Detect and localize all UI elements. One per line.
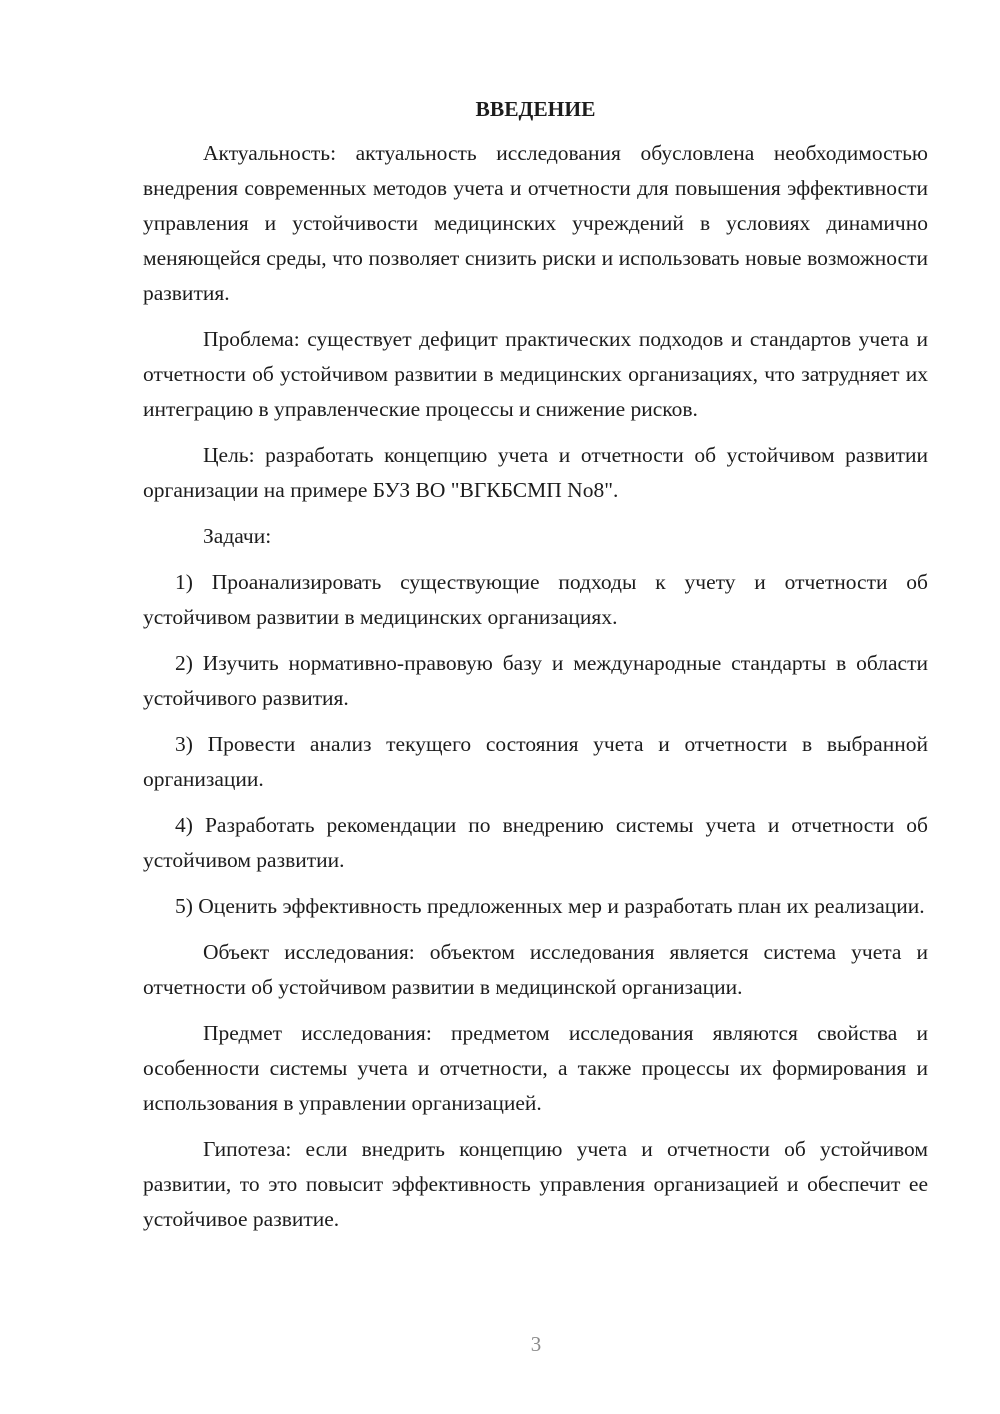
section-title: ВВЕДЕНИЕ <box>475 97 596 121</box>
paragraph-problem: Проблема: существует дефицит практических подходов и стандартов учета и отчетности об устойчивом развитии в медицинских организациях, что затрудняет их интеграцию в управленческие процессы и снижение рисков. <box>143 327 928 421</box>
paragraph-goal: Цель: разработать концепцию учета и отчетности об устойчивом развитии организации на примере БУЗ ВО "ВГКБСМП No8". <box>143 443 928 502</box>
task-item-5: 5) Оценить эффективность предложенных мер и разработать план их реализации. <box>175 894 925 918</box>
paragraph-hypothesis: Гипотеза: если внедрить концепцию учета и отчетности об устойчивом развитии, то это повысит эффективность управления организацией и обеспечит ее устойчивое развитие. <box>143 1137 928 1231</box>
page-number: 3 <box>530 1332 542 1356</box>
task-item-2: 2) Изучить нормативно-правовую базу и международные стандарты в области устойчивого развития. <box>143 651 928 710</box>
tasks-heading: Задачи: <box>203 524 272 548</box>
paragraph-relevance: Актуальность: актуальность исследования обусловлена необходимостью внедрения современных методов учета и отчетности для повышения эффективности управления и устойчивости медицинских учреждений в условиях динамично меняющейся среды, что позволяет снизить риски и использовать новые возможности развития. <box>143 141 928 305</box>
document-body <box>143 92 928 1248</box>
paragraph-subject: Предмет исследования: предметом исследования являются свойства и особенности системы учета и отчетности, а также процессы их формирования и использования в управлении организацией. <box>143 1021 928 1115</box>
task-item-4: 4) Разработать рекомендации по внедрению системы учета и отчетности об устойчивом развитии. <box>143 813 928 872</box>
paragraph-object: Объект исследования: объектом исследования является система учета и отчетности об устойчивом развитии в медицинской организации. <box>143 940 928 999</box>
task-item-3: 3) Провести анализ текущего состояния учета и отчетности в выбранной организации. <box>143 732 928 791</box>
task-item-1: 1) Проанализировать существующие подходы к учету и отчетности об устойчивом развитии в медицинских организациях. <box>143 570 928 629</box>
